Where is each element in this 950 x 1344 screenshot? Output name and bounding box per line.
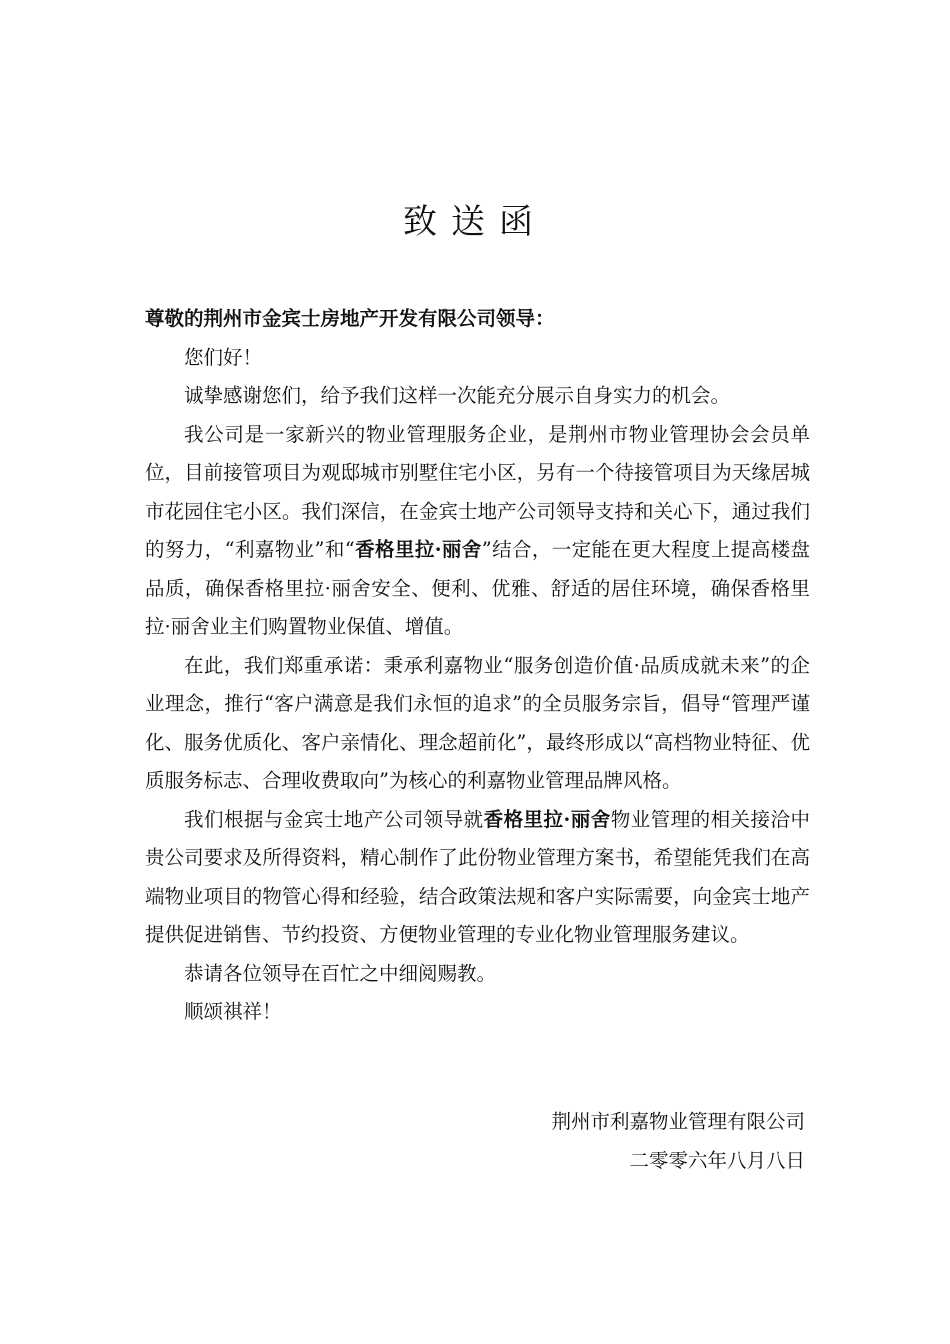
company-intro-paragraph	[145, 416, 810, 647]
closing-line: 顺颂祺祥！	[184, 1000, 282, 1023]
thanks-paragraph: 诚挚感谢您们，给予我们这样一次能充分展示自身实力的机会。	[184, 384, 731, 407]
page-title: 致送函	[403, 202, 547, 242]
project-name-emphasis: 香格里拉·丽舍	[354, 538, 482, 561]
signature-block	[551, 1103, 805, 1180]
signature-company: 荆州市利嘉物业管理有限公司	[551, 1110, 805, 1133]
commitment-paragraph: 在此，我们郑重承诺：秉承利嘉物业“服务创造价值·品质成就未来”的企业理念，推行“客户满意是我们永恒的追求”的全员服务宗旨，倡导“管理严谨化、服务优质化、客户亲情化、理念超前化”，最终形成以“高档物业特征、优质服务标志、合理收费取向”为核心的利嘉物业管理品牌风格。	[145, 653, 810, 792]
project-name-emphasis-2: 香格里拉·丽舍	[483, 807, 611, 831]
signature-date: 二零零六年八月八日	[629, 1148, 805, 1172]
proposal-text-a: 我们根据与金宾士地产公司领导就	[184, 807, 484, 831]
request-line: 恭请各位领导在百忙之中细阅赐教。	[184, 961, 497, 985]
proposal-paragraph	[145, 801, 810, 955]
greeting: 您们好！	[184, 345, 263, 369]
company-intro-text-c: ”结合，一定能在更大程度上提高楼盘品质，确保香格里拉·丽舍安全、便利、优雅、舒适的居住环境，确保香格里拉·丽舍业主们购置物业保值、增值。	[145, 538, 810, 638]
letter-body	[145, 300, 810, 1032]
salutation: 尊敬的荆州市金宾士房地产开发有限公司领导：	[145, 307, 555, 330]
company-intro-text-a: 我公司是一家新兴的物业管理服务企业，是荆州市物业管理协会会员单位，目前接管项目为观邸城市别墅住宅小区，另有一个待接管项目为天缘居城市花园住宅小区。我们深信，在金宾士地产公司领导支持和关心下，通过我们的努力，“利嘉物业”和“	[145, 422, 810, 561]
proposal-text-c: 物业管理的相关接洽中贵公司要求及所得资料，精心制作了此份物业管理方案书，希望能凭我们在高端物业项目的物管心得和经验，结合政策法规和客户实际需要，向金宾士地产提供促进销售、节约投资、方便物业管理的专业化物业管理服务建议。	[145, 807, 810, 946]
